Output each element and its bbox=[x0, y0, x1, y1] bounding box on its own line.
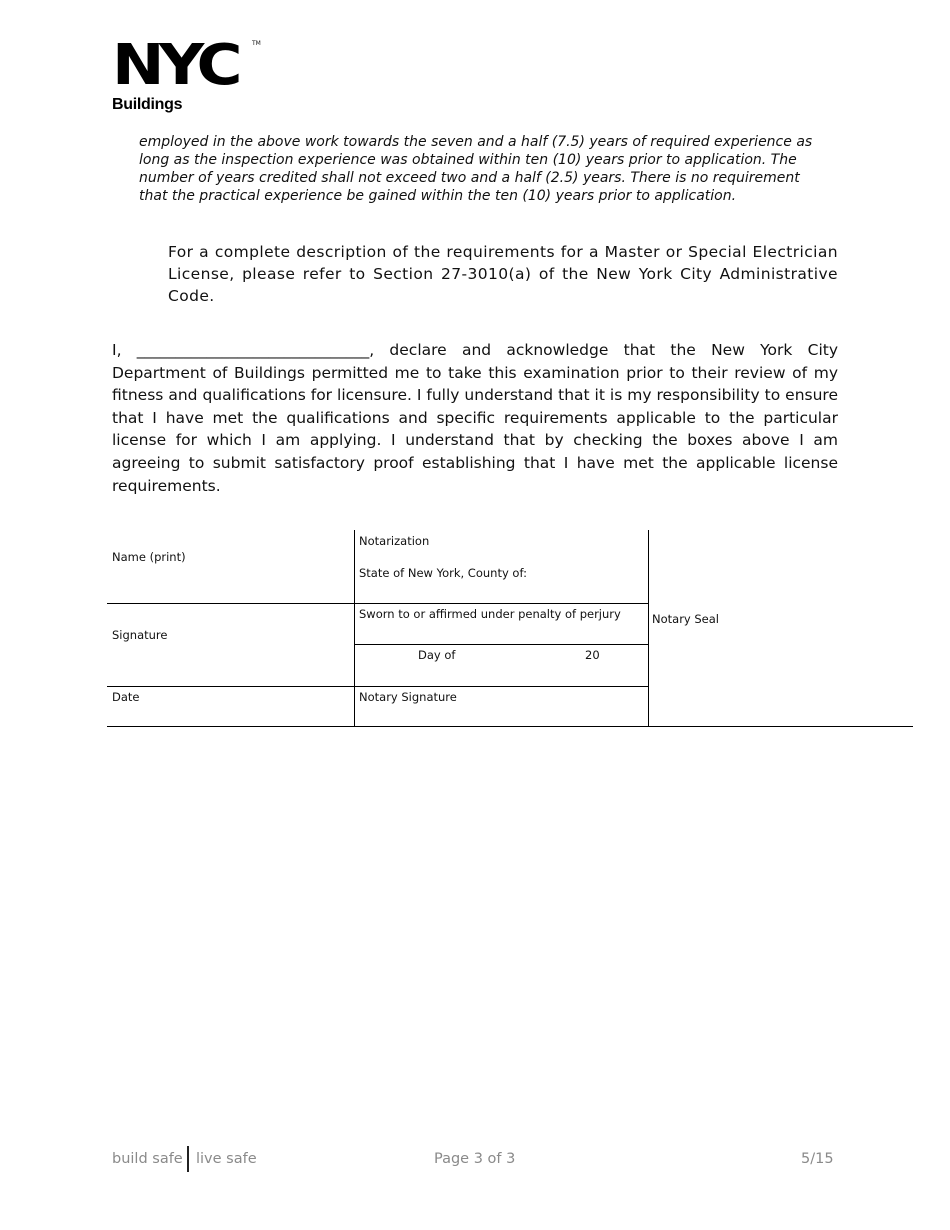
date-field[interactable]: Date bbox=[112, 690, 140, 704]
footer-page-label: Page 3 of 3 bbox=[434, 1151, 516, 1167]
form-divider-bottom bbox=[107, 726, 913, 727]
reference-paragraph: For a complete description of the requirements for a Master or Special Electrician License, please refer to Section 27-3010(a) of the New York City Administrative Code. bbox=[168, 243, 838, 305]
form-divider-v2 bbox=[648, 530, 649, 727]
footer-page-count: 5/15 bbox=[801, 1151, 834, 1167]
declaration-paragraph: I, ______________________________, declare and acknowledge that the New York City Department of Buildings permitted me to take this examination prior to their review of my fitness and qualifications for licensure. I fully understand that it is my responsibility to ensure that I have met the qualifications and specific requirements applicable to the particular license for which I am applying. I understand that by checking the boxes above I am agreeing to submit satisfactory proof establishing that I have met the applicable license requirements. bbox=[112, 341, 838, 495]
form-divider-h1 bbox=[107, 603, 649, 604]
name-print-field[interactable]: Name (print) bbox=[112, 550, 186, 564]
county-field[interactable]: State of New York, County of: bbox=[359, 566, 527, 580]
footer-build-safe: build safe bbox=[112, 1151, 183, 1167]
form-divider-v1 bbox=[354, 530, 355, 727]
form-divider-h2 bbox=[354, 644, 649, 645]
form-divider-h3 bbox=[107, 686, 649, 687]
experience-paragraph: employed in the above work towards the seven and a half (7.5) years of required experience as long as the inspection experience was obtained within ten (10) years prior to application. The number of years credited shall not exceed two and a half (2.5) years. There is no requirement that the practical experience be gained within the ten (10) years prior to application. bbox=[139, 134, 813, 204]
footer-live-safe: live safe bbox=[196, 1151, 257, 1167]
sworn-label: Sworn to or affirmed under penalty of perjury bbox=[359, 607, 621, 621]
logo-trademark: TM bbox=[252, 40, 261, 47]
footer-separator bbox=[187, 1146, 189, 1172]
logo-nyc-text: NYC bbox=[112, 33, 237, 98]
nyc-buildings-logo bbox=[112, 33, 261, 118]
notary-seal-area: Notary Seal bbox=[652, 612, 720, 626]
year-field[interactable]: 20 bbox=[585, 648, 600, 662]
notarization-label: Notarization bbox=[359, 534, 430, 548]
signature-field[interactable]: Signature bbox=[112, 628, 168, 642]
logo-buildings-text: Buildings bbox=[112, 96, 183, 113]
notary-signature-field[interactable]: Notary Signature bbox=[359, 690, 457, 704]
day-of-field[interactable]: Day of bbox=[418, 648, 456, 662]
